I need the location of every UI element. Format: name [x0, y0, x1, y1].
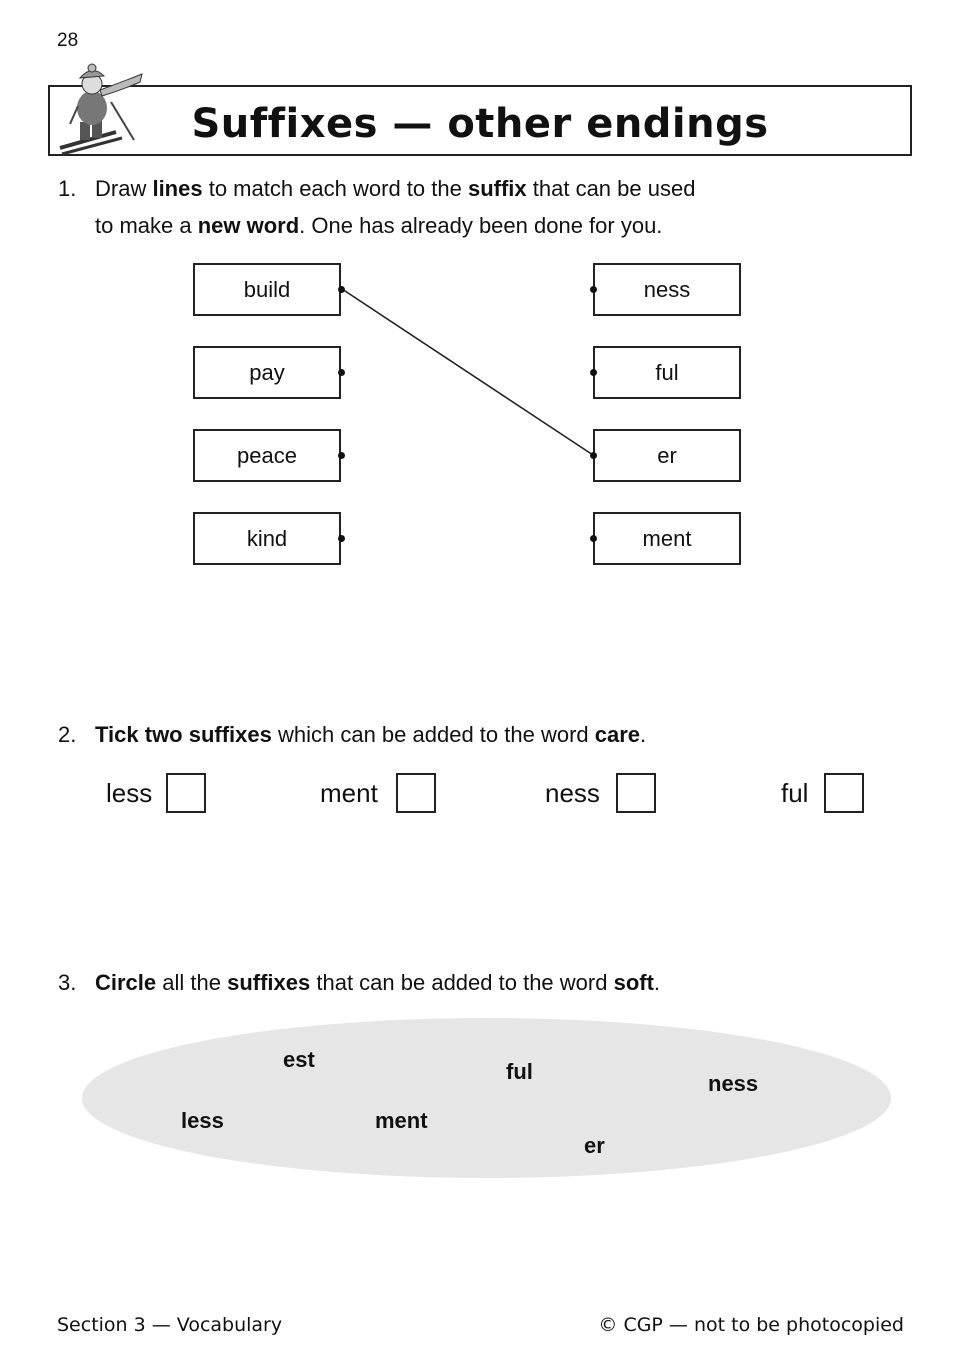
suffix-box-ness[interactable]: ness: [593, 263, 741, 316]
tick-box[interactable]: [166, 773, 206, 813]
question-1-text: [95, 170, 815, 244]
suffix-box-ment[interactable]: ment: [593, 512, 741, 565]
footer-copyright: © CGP — not to be photocopied: [598, 1314, 904, 1336]
skier-mascot-icon: [56, 62, 148, 158]
question-1-line-1: Draw lines to match each word to the suffix that can be used: [95, 176, 696, 201]
word-box-pay[interactable]: pay: [193, 346, 341, 399]
question-number: 3.: [58, 970, 77, 995]
circle-word-less[interactable]: less: [181, 1108, 224, 1133]
circle-word-est[interactable]: est: [283, 1047, 315, 1072]
tick-box[interactable]: [396, 773, 436, 813]
question-number: 2.: [58, 722, 77, 747]
title-banner: [48, 85, 912, 156]
tick-box[interactable]: [824, 773, 864, 813]
tick-option-ful: ful: [781, 773, 864, 813]
word-box-peace[interactable]: peace: [193, 429, 341, 482]
question-2-text: Tick two suffixes which can be added to the word care.: [95, 722, 647, 747]
circle-word-ment[interactable]: ment: [375, 1108, 428, 1133]
question-1-line-2: to make a new word. One has already been done for you.: [95, 213, 663, 238]
suffix-box-ful[interactable]: ful: [593, 346, 741, 399]
word-box-kind[interactable]: kind: [193, 512, 341, 565]
tick-option-less: less: [106, 773, 206, 813]
tick-box[interactable]: [616, 773, 656, 813]
page-number: 28: [57, 30, 79, 51]
footer-section: Section 3 — Vocabulary: [57, 1314, 283, 1336]
question-number: 1.: [58, 176, 77, 201]
circle-word-ful[interactable]: ful: [506, 1059, 533, 1084]
word-box-build[interactable]: build: [193, 263, 341, 316]
suffix-cloud: [82, 1018, 891, 1178]
tick-option-ness: ness: [545, 773, 656, 813]
tick-option-ment: ment: [320, 773, 436, 813]
suffix-box-er[interactable]: er: [593, 429, 741, 482]
page-title: Suffixes — other endings: [191, 101, 769, 147]
circle-word-er[interactable]: er: [584, 1133, 605, 1158]
circle-word-ness[interactable]: ness: [708, 1071, 759, 1096]
question-3-text: Circle all the suffixes that can be added to the word soft.: [95, 970, 661, 995]
